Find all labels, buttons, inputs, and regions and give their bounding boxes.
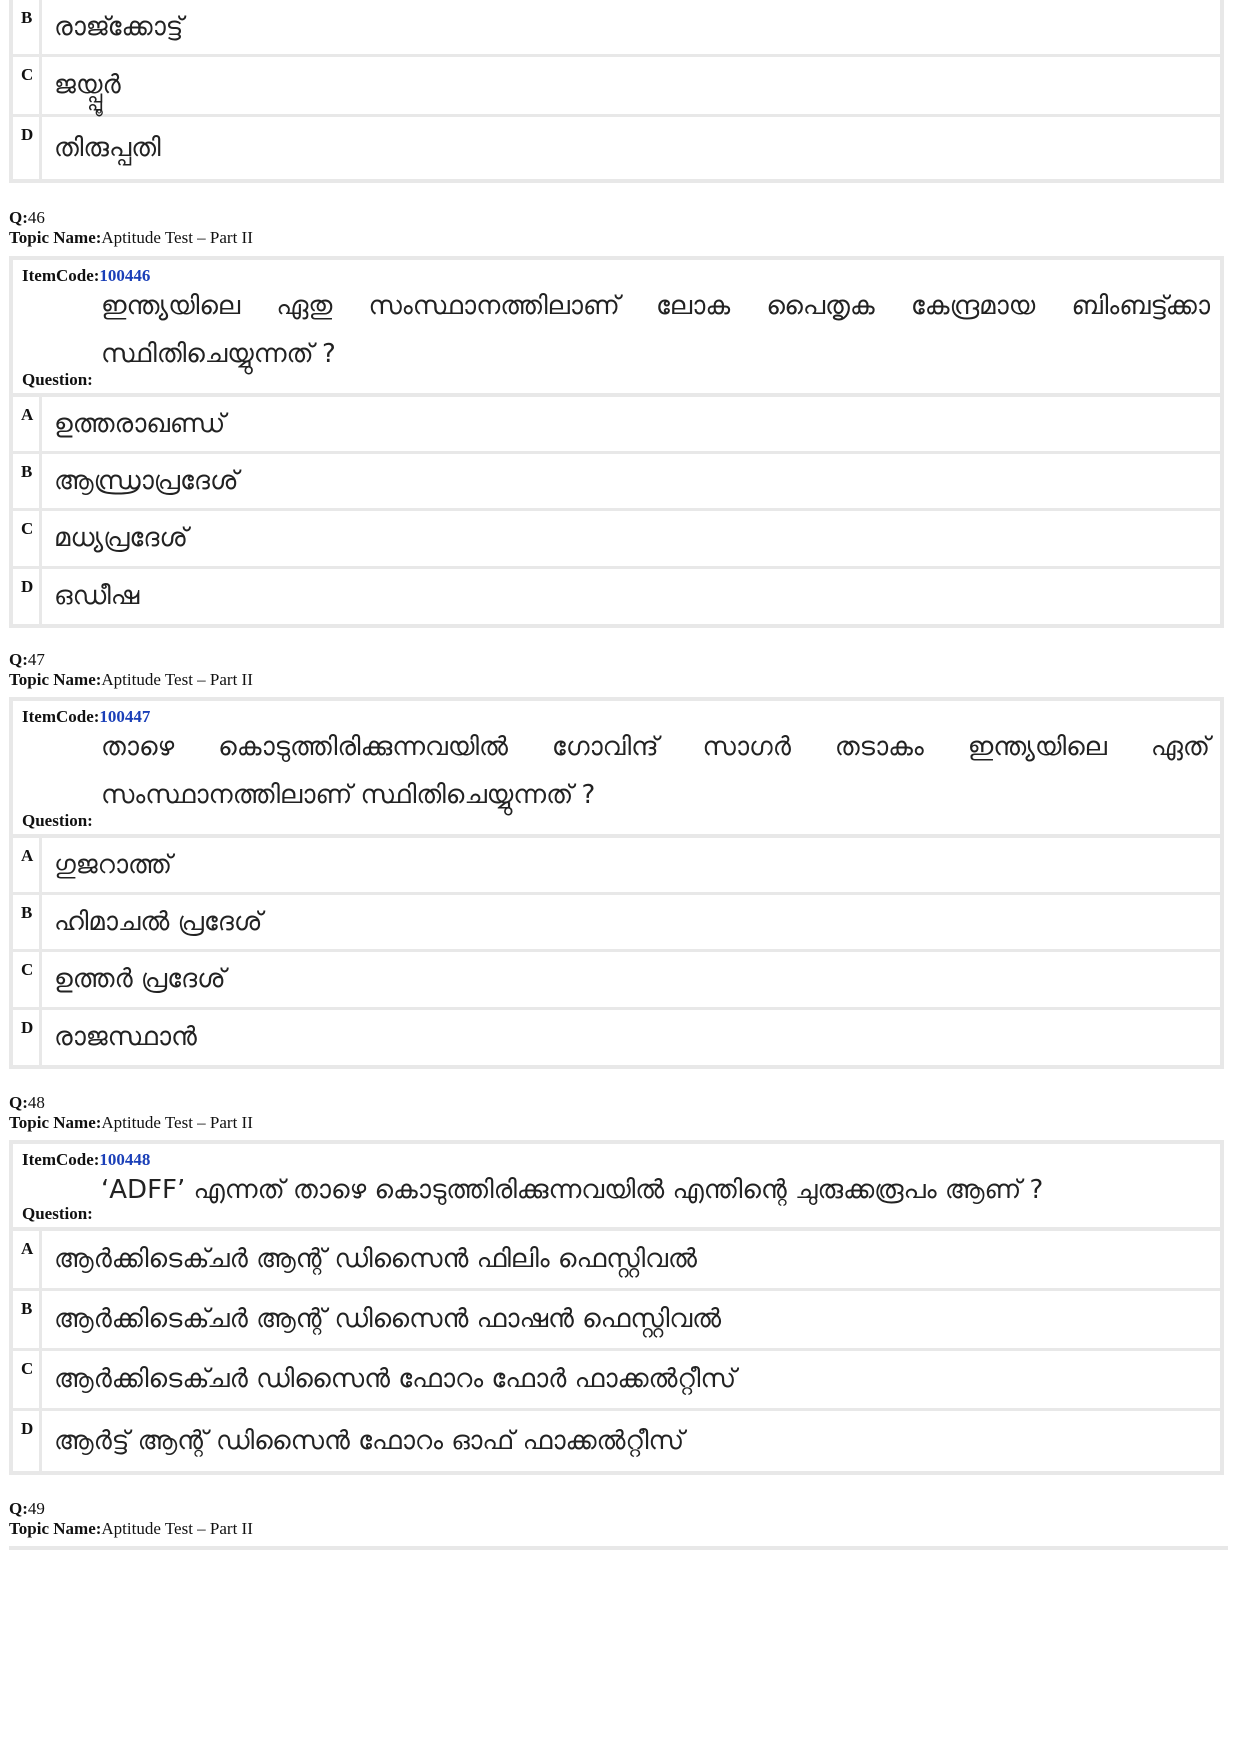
option-text: രാജസ്ഥാൻ xyxy=(54,1022,197,1052)
option-letter: D xyxy=(13,569,42,624)
option-letter: A xyxy=(13,838,42,892)
divider xyxy=(9,1546,1228,1550)
question-header xyxy=(9,1093,253,1133)
option-letter: A xyxy=(13,1231,42,1288)
option-row xyxy=(13,1291,1220,1351)
option-text: ഉത്തരാഖണ്ഡ് xyxy=(54,408,226,439)
topic-name: Aptitude Test – Part II xyxy=(101,670,253,689)
q-label: Q: xyxy=(9,208,28,227)
option-row xyxy=(13,1411,1220,1471)
option-text: ഉത്തർ പ്രദേശ് xyxy=(54,964,226,994)
option-text: രാജ്ക്കോട്ട് xyxy=(54,11,184,42)
topic-name: Aptitude Test – Part II xyxy=(101,1113,253,1132)
option-row xyxy=(13,895,1220,952)
q-number: 48 xyxy=(27,1093,45,1112)
topic-name: Aptitude Test – Part II xyxy=(101,228,253,247)
question-label: Question: xyxy=(22,1204,93,1223)
option-row xyxy=(13,1231,1220,1291)
option-letter: B xyxy=(13,1291,42,1348)
question-block xyxy=(9,697,1224,838)
question-block xyxy=(9,1140,1224,1231)
q-number: 46 xyxy=(27,208,45,227)
item-code-value: 100447 xyxy=(99,707,151,726)
options-table xyxy=(9,397,1224,628)
question-header xyxy=(9,1499,253,1539)
question-header xyxy=(9,208,253,248)
option-letter: C xyxy=(13,952,42,1007)
option-text: ആർക്കിടെക്ചർ ആന്റ് ഡിസൈൻ ഫിലിം ഫെസ്റ്റിവൽ xyxy=(54,1244,697,1274)
option-row xyxy=(13,57,1220,117)
option-letter: B xyxy=(13,0,42,54)
item-code-value: 100448 xyxy=(99,1150,151,1169)
option-letter: D xyxy=(13,1411,42,1471)
options-table xyxy=(9,1231,1224,1475)
question-label: Question: xyxy=(22,370,93,389)
option-text: ഗുജറാത്ത് xyxy=(54,849,173,880)
option-letter: C xyxy=(13,1351,42,1408)
topic-label: Topic Name: xyxy=(9,670,102,689)
item-code-value: 100446 xyxy=(99,266,151,285)
option-text: ജയ്പ്പൂർ xyxy=(54,70,121,100)
question-text: താഴെ കൊടുത്തിരിക്കുന്നവയിൽ ഗോവിന്ദ് സാഗർ തടാകം ഇന്ത്യയിലെ ഏത് സംസ്ഥാനത്തിലാണ് സ്ഥിതിചെയ്യുന്നത് ? xyxy=(101,732,1210,810)
item-code-label: ItemCode: xyxy=(22,1150,100,1169)
q-label: Q: xyxy=(9,1093,28,1112)
option-text: ഒഡീഷ xyxy=(54,581,140,611)
prev-options-table xyxy=(9,0,1224,183)
topic-label: Topic Name: xyxy=(9,1519,102,1538)
question-text: ‘ADFF’ എന്നത് താഴെ കൊടുത്തിരിക്കുന്നവയിൽ എന്തിന്റെ ചുരുക്കരൂപം ആണ് ? xyxy=(101,1175,1044,1205)
item-code-label: ItemCode: xyxy=(22,266,100,285)
option-letter: C xyxy=(13,511,42,566)
option-row xyxy=(13,1351,1220,1411)
option-row xyxy=(13,0,1220,57)
option-letter: B xyxy=(13,454,42,508)
topic-label: Topic Name: xyxy=(9,1113,102,1132)
option-letter: D xyxy=(13,1010,42,1065)
topic-label: Topic Name: xyxy=(9,228,102,247)
q-number: 47 xyxy=(27,650,45,669)
option-text: ആർട്ട് ആന്റ് ഡിസൈൻ ഫോറം ഓഫ് ഫാക്കൽറ്റീസ് xyxy=(54,1425,685,1456)
question-text: ഇന്ത്യയിലെ ഏതു സംസ്ഥാനത്തിലാണ് ലോക പൈതൃക കേന്ദ്രമായ ബിംബട്ട്ക്കാ സ്ഥിതിചെയ്യുന്നത് ? xyxy=(101,291,1210,369)
option-text: ആന്ധ്രാപ്രദേശ് xyxy=(54,465,239,496)
option-row xyxy=(13,511,1220,569)
item-code-label: ItemCode: xyxy=(22,707,100,726)
option-row xyxy=(13,952,1220,1010)
option-text: ആർക്കിടെക്ചർ ഡിസൈൻ ഫോറം ഫോർ ഫാക്കൽറ്റീസ് xyxy=(54,1364,737,1394)
option-row xyxy=(13,1010,1220,1065)
option-row xyxy=(13,838,1220,895)
question-block xyxy=(9,256,1224,397)
option-row xyxy=(13,397,1220,454)
topic-name: Aptitude Test – Part II xyxy=(101,1519,253,1538)
q-label: Q: xyxy=(9,650,28,669)
option-text: ആർക്കിടെക്ചർ ആന്റ് ഡിസൈൻ ഫാഷൻ ഫെസ്റ്റിവൽ xyxy=(54,1304,722,1334)
q-number: 49 xyxy=(27,1499,45,1518)
option-row xyxy=(13,117,1220,179)
question-label: Question: xyxy=(22,811,93,830)
option-letter: D xyxy=(13,117,42,179)
option-row xyxy=(13,454,1220,511)
option-row xyxy=(13,569,1220,624)
question-header xyxy=(9,650,253,690)
q-label: Q: xyxy=(9,1499,28,1518)
option-letter: A xyxy=(13,397,42,451)
option-letter: C xyxy=(13,57,42,114)
option-text: ഹിമാചൽ പ്രദേശ് xyxy=(54,906,263,937)
option-text: മധ്യപ്രദേശ് xyxy=(54,523,188,553)
option-text: തിരുപ്പതി xyxy=(54,132,161,163)
options-table xyxy=(9,838,1224,1069)
option-letter: B xyxy=(13,895,42,949)
